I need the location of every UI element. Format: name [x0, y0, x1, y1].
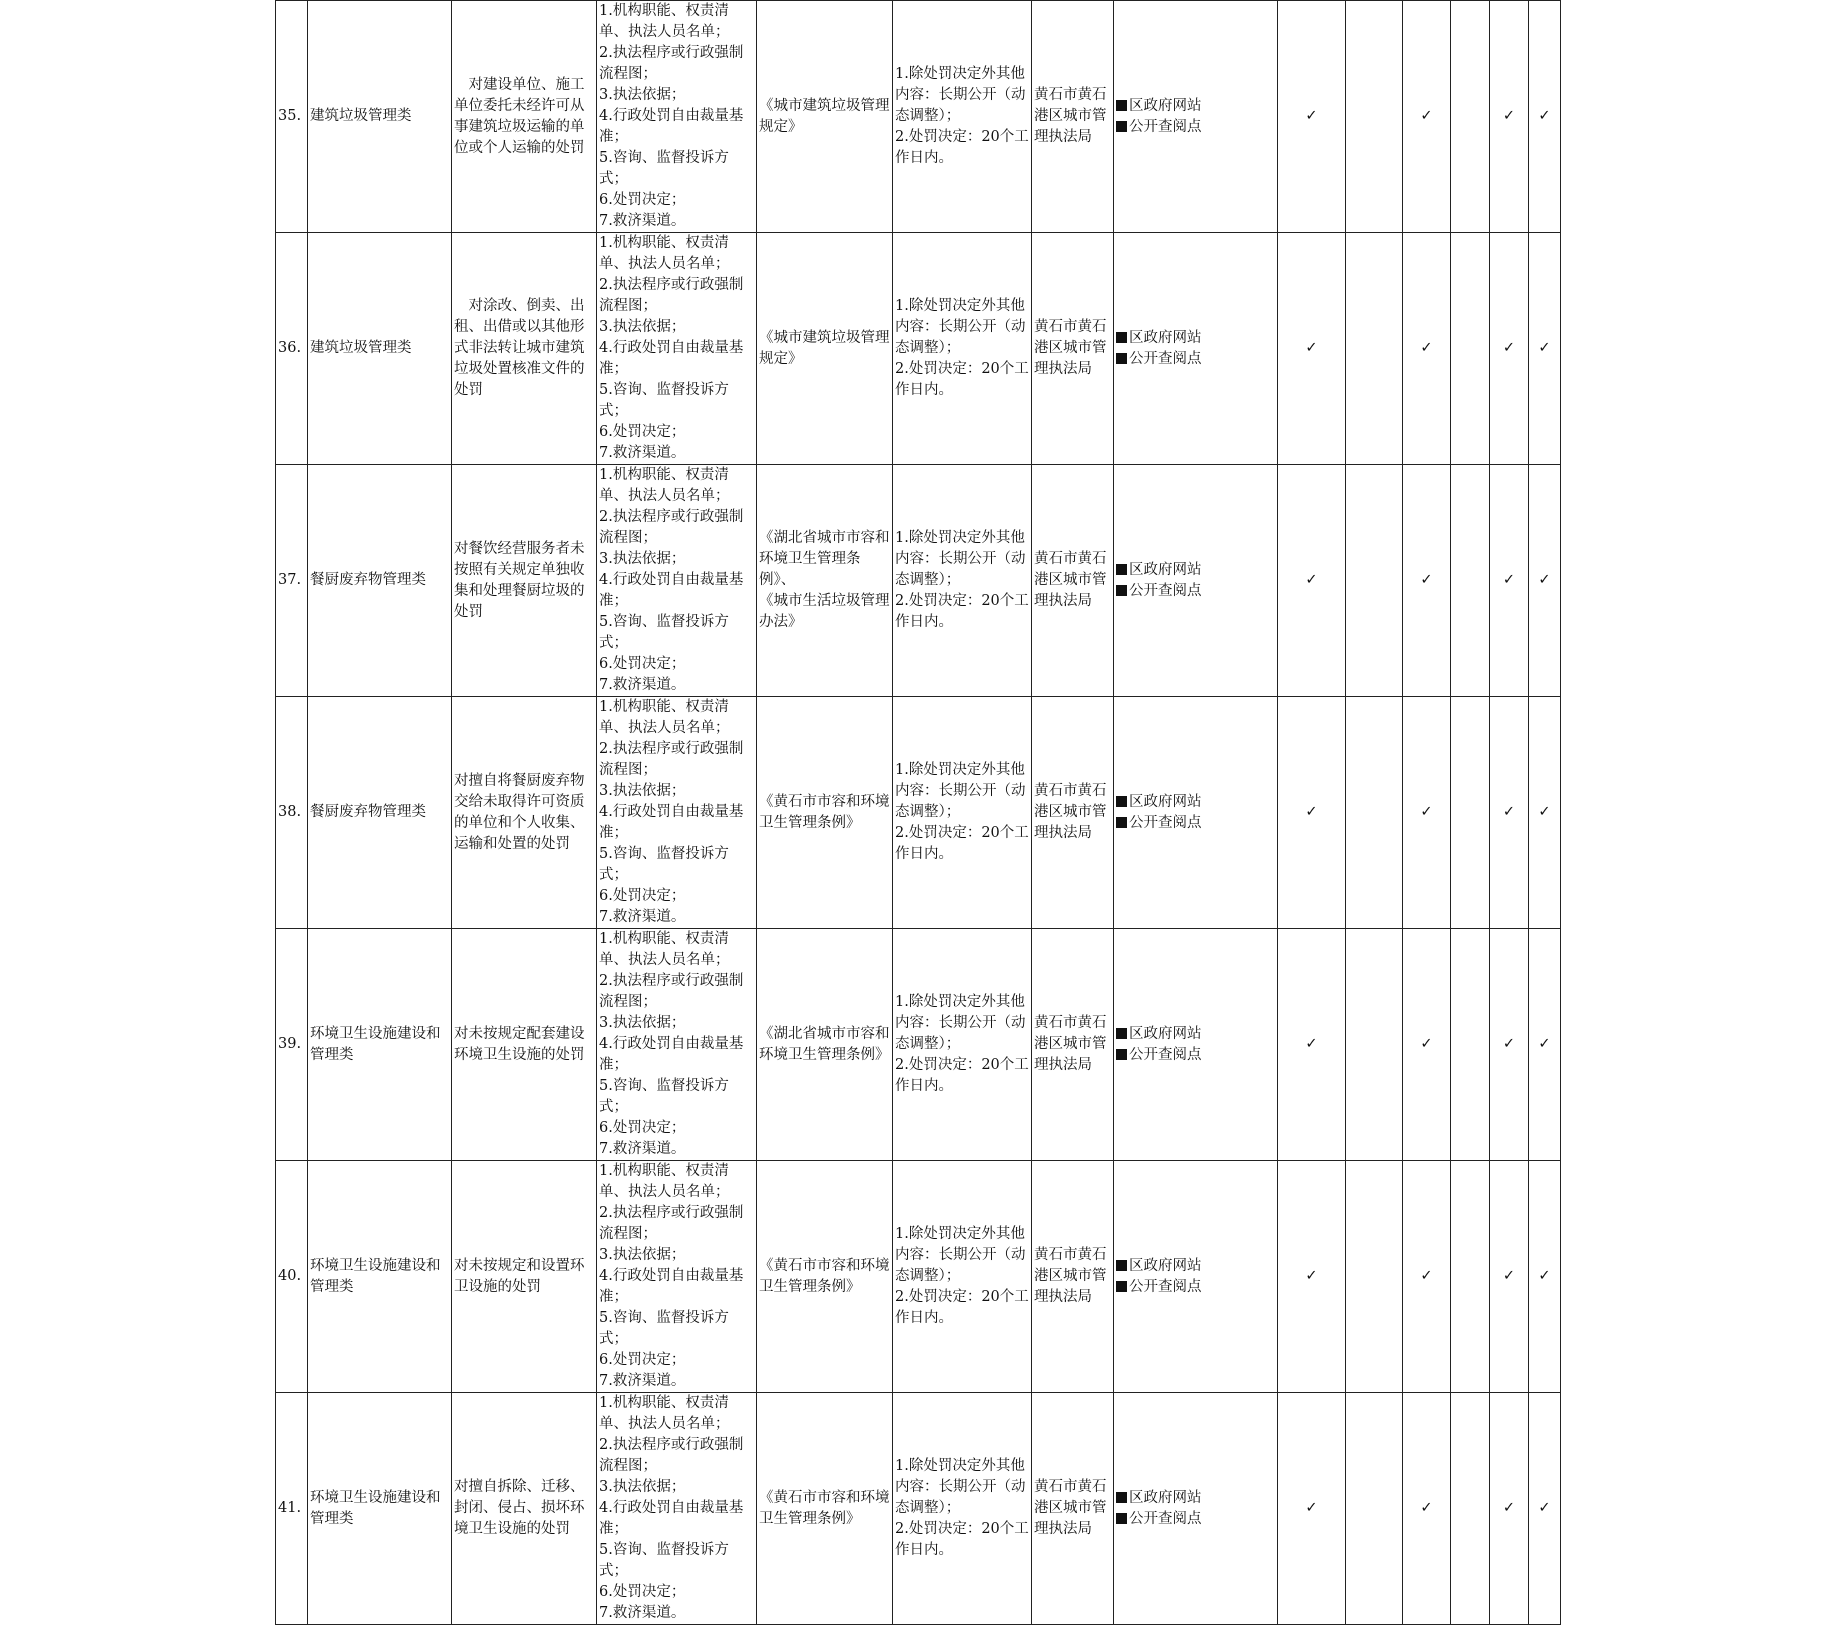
- channel-label: 区政府网站: [1129, 793, 1202, 810]
- channel-entry: [1116, 581, 1275, 602]
- item-text: 对擅自将餐厨废弃物交给未取得许可资质的单位和个人收集、运输和处置的处罚: [454, 772, 585, 852]
- period-text: 1.除处罚决定外其他内容：长期公开（动态调整）； 2.处罚决定：20个工作日内。: [895, 762, 1029, 862]
- category-text: 建筑垃圾管理类: [310, 340, 412, 356]
- check-cell: [1403, 1393, 1451, 1625]
- row-number-cell: [276, 1161, 308, 1393]
- check-cell: [1403, 697, 1451, 929]
- basis-cell: [757, 233, 893, 465]
- basis-cell: [757, 465, 893, 697]
- check-cell: [1278, 1393, 1346, 1625]
- checkmark-icon: ✓: [1305, 340, 1318, 356]
- category-cell: [308, 697, 452, 929]
- check-cell: [1451, 233, 1490, 465]
- row-number: 39.: [278, 1036, 302, 1052]
- checkmark-icon: ✓: [1420, 804, 1433, 820]
- content-cell: [597, 697, 757, 929]
- item-text: 对餐饮经营服务者未按照有关规定单独收集和处理餐厨垃圾的处罚: [454, 540, 585, 620]
- checkmark-icon: ✓: [1420, 572, 1433, 588]
- check-cell: [1490, 1393, 1529, 1625]
- filled-square-icon: [1116, 585, 1127, 596]
- table-row: [276, 929, 1561, 1161]
- row-number-cell: [276, 929, 308, 1161]
- check-cell: [1490, 1, 1529, 233]
- item-cell: [452, 1, 597, 233]
- checkmark-icon: ✓: [1502, 1036, 1516, 1052]
- subject-cell: [1032, 697, 1114, 929]
- checkmark-icon: ✓: [1305, 1268, 1318, 1284]
- channel-cell: [1114, 1393, 1278, 1625]
- check-cell: [1529, 1393, 1561, 1625]
- row-number-cell: [276, 1, 308, 233]
- filled-square-icon: [1116, 1028, 1127, 1039]
- channel-cell: [1114, 465, 1278, 697]
- category-text: 环境卫生设施建设和管理类: [310, 1489, 441, 1527]
- channel-entry: [1116, 813, 1275, 834]
- item-cell: [452, 233, 597, 465]
- check-cell: [1346, 1161, 1403, 1393]
- channel-label: 区政府网站: [1129, 329, 1202, 346]
- filled-square-icon: [1116, 353, 1127, 364]
- check-cell: [1278, 1161, 1346, 1393]
- period-cell: [893, 465, 1032, 697]
- subject-text: 黄石市黄石港区城市管理执法局: [1034, 1247, 1107, 1305]
- filled-square-icon: [1116, 817, 1127, 828]
- checkmark-icon: ✓: [1420, 1268, 1433, 1284]
- category-text: 餐厨废弃物管理类: [310, 572, 426, 588]
- period-text: 1.除处罚决定外其他内容：长期公开（动态调整）； 2.处罚决定：20个工作日内。: [895, 298, 1029, 398]
- check-cell: [1278, 697, 1346, 929]
- basis-cell: [757, 929, 893, 1161]
- item-cell: [452, 929, 597, 1161]
- checkmark-icon: ✓: [1420, 108, 1433, 124]
- subject-cell: [1032, 465, 1114, 697]
- row-number: 35.: [278, 108, 302, 124]
- check-cell: [1451, 1, 1490, 233]
- check-cell: [1529, 233, 1561, 465]
- period-cell: [893, 697, 1032, 929]
- check-cell: [1346, 233, 1403, 465]
- channel-label: 区政府网站: [1129, 97, 1202, 114]
- checkmark-icon: ✓: [1538, 804, 1551, 820]
- basis-text: 《黄石市市容和环境卫生管理条例》: [759, 793, 890, 831]
- period-cell: [893, 1393, 1032, 1625]
- channel-label: 区政府网站: [1129, 561, 1202, 578]
- filled-square-icon: [1116, 1049, 1127, 1060]
- row-number: 36.: [278, 340, 302, 356]
- channel-label: 公开查阅点: [1129, 582, 1202, 599]
- check-cell: [1346, 1, 1403, 233]
- filled-square-icon: [1116, 564, 1127, 575]
- check-cell: [1403, 233, 1451, 465]
- category-text: 建筑垃圾管理类: [310, 108, 412, 124]
- checkmark-icon: ✓: [1420, 340, 1433, 356]
- checkmark-icon: ✓: [1538, 1268, 1551, 1284]
- basis-text: 《湖北省城市市容和环境卫生管理条例》: [759, 1025, 890, 1063]
- item-cell: [452, 465, 597, 697]
- item-text: 对涂改、倒卖、出租、出借或以其他形式非法转让城市建筑垃圾处置核准文件的处罚: [454, 298, 585, 398]
- checkmark-icon: ✓: [1305, 804, 1318, 820]
- basis-text: 《黄石市市容和环境卫生管理条例》: [759, 1489, 890, 1527]
- checkmark-icon: ✓: [1305, 1036, 1318, 1052]
- item-text: 对建设单位、施工单位委托未经许可从事建筑垃圾运输的单位或个人运输的处罚: [454, 76, 585, 156]
- period-text: 1.除处罚决定外其他内容：长期公开（动态调整）； 2.处罚决定：20个工作日内。: [895, 530, 1029, 630]
- check-cell: [1451, 465, 1490, 697]
- check-cell: [1490, 1161, 1529, 1393]
- channel-label: 公开查阅点: [1129, 1278, 1202, 1295]
- checkmark-icon: ✓: [1502, 1500, 1516, 1516]
- category-cell: [308, 465, 452, 697]
- checkmark-icon: ✓: [1502, 108, 1516, 124]
- basis-text: 《城市建筑垃圾管理规定》: [759, 97, 890, 135]
- check-cell: [1451, 1393, 1490, 1625]
- check-cell: [1346, 929, 1403, 1161]
- row-number-cell: [276, 465, 308, 697]
- category-cell: [308, 929, 452, 1161]
- channel-label: 区政府网站: [1129, 1257, 1202, 1274]
- filled-square-icon: [1116, 100, 1127, 111]
- checkmark-icon: ✓: [1305, 572, 1318, 588]
- channel-entry: [1116, 560, 1275, 581]
- period-cell: [893, 1161, 1032, 1393]
- subject-text: 黄石市黄石港区城市管理执法局: [1034, 783, 1107, 841]
- channel-entry: [1116, 792, 1275, 813]
- basis-cell: [757, 1, 893, 233]
- check-cell: [1529, 929, 1561, 1161]
- row-number: 41.: [278, 1500, 302, 1516]
- checkmark-icon: ✓: [1538, 1036, 1551, 1052]
- channel-label: 公开查阅点: [1129, 1510, 1202, 1527]
- check-cell: [1278, 929, 1346, 1161]
- content-cell: [597, 1161, 757, 1393]
- channel-label: 公开查阅点: [1129, 118, 1202, 135]
- subject-text: 黄石市黄石港区城市管理执法局: [1034, 1015, 1107, 1073]
- content-text: 1.机构职能、权责清单、执法人员名单； 2.执法程序或行政强制流程图； 3.执法依据； 4.行政处罚自由裁量基准； 5.咨询、监督投诉方式； 6.处罚决定； 7.救济渠道。: [599, 467, 744, 693]
- channel-entry: [1116, 1024, 1275, 1045]
- item-cell: [452, 1393, 597, 1625]
- checkmark-icon: ✓: [1502, 572, 1516, 588]
- subject-cell: [1032, 233, 1114, 465]
- period-cell: [893, 929, 1032, 1161]
- check-cell: [1529, 1161, 1561, 1393]
- channel-entry: [1116, 1488, 1275, 1509]
- row-number: 37.: [278, 572, 302, 588]
- check-cell: [1490, 929, 1529, 1161]
- channel-entry: [1116, 349, 1275, 370]
- channel-cell: [1114, 929, 1278, 1161]
- channel-entry: [1116, 117, 1275, 138]
- checkmark-icon: ✓: [1538, 108, 1551, 124]
- check-cell: [1451, 697, 1490, 929]
- period-text: 1.除处罚决定外其他内容：长期公开（动态调整）； 2.处罚决定：20个工作日内。: [895, 1226, 1029, 1326]
- filled-square-icon: [1116, 121, 1127, 132]
- subject-cell: [1032, 929, 1114, 1161]
- channel-label: 公开查阅点: [1129, 814, 1202, 831]
- channel-entry: [1116, 328, 1275, 349]
- content-cell: [597, 1393, 757, 1625]
- checkmark-icon: ✓: [1502, 1268, 1516, 1284]
- filled-square-icon: [1116, 1281, 1127, 1292]
- channel-label: 区政府网站: [1129, 1025, 1202, 1042]
- content-text: 1.机构职能、权责清单、执法人员名单； 2.执法程序或行政强制流程图； 3.执法依据； 4.行政处罚自由裁量基准； 5.咨询、监督投诉方式； 6.处罚决定； 7.救济渠道。: [599, 1163, 744, 1389]
- row-number-cell: [276, 697, 308, 929]
- category-cell: [308, 1, 452, 233]
- content-text: 1.机构职能、权责清单、执法人员名单； 2.执法程序或行政强制流程图； 3.执法依据； 4.行政处罚自由裁量基准； 5.咨询、监督投诉方式； 6.处罚决定； 7.救济渠道。: [599, 235, 744, 461]
- category-cell: [308, 233, 452, 465]
- checkmark-icon: ✓: [1420, 1500, 1433, 1516]
- filled-square-icon: [1116, 1260, 1127, 1271]
- table-row: [276, 1161, 1561, 1393]
- row-number: 40.: [278, 1268, 302, 1284]
- check-cell: [1278, 465, 1346, 697]
- period-text: 1.除处罚决定外其他内容：长期公开（动态调整）； 2.处罚决定：20个工作日内。: [895, 994, 1029, 1094]
- check-cell: [1403, 929, 1451, 1161]
- checkmark-icon: ✓: [1538, 1500, 1551, 1516]
- subject-cell: [1032, 1, 1114, 233]
- subject-text: 黄石市黄石港区城市管理执法局: [1034, 1479, 1107, 1537]
- basis-text: 《城市建筑垃圾管理规定》: [759, 329, 890, 367]
- row-number-cell: [276, 1393, 308, 1625]
- table-row: [276, 1393, 1561, 1625]
- item-cell: [452, 697, 597, 929]
- channel-cell: [1114, 233, 1278, 465]
- category-cell: [308, 1161, 452, 1393]
- subject-text: 黄石市黄石港区城市管理执法局: [1034, 87, 1107, 145]
- content-cell: [597, 465, 757, 697]
- filled-square-icon: [1116, 1492, 1127, 1503]
- row-number-cell: [276, 233, 308, 465]
- check-cell: [1451, 929, 1490, 1161]
- channel-cell: [1114, 697, 1278, 929]
- basis-text: 《湖北省城市市容和环境卫生管理条例》、 《城市生活垃圾管理办法》: [759, 530, 890, 630]
- checkmark-icon: ✓: [1538, 340, 1551, 356]
- channel-entry: [1116, 1509, 1275, 1530]
- basis-text: 《黄石市市容和环境卫生管理条例》: [759, 1257, 890, 1295]
- check-cell: [1529, 697, 1561, 929]
- channel-entry: [1116, 1045, 1275, 1066]
- checkmark-icon: ✓: [1305, 108, 1318, 124]
- period-text: 1.除处罚决定外其他内容：长期公开（动态调整）； 2.处罚决定：20个工作日内。: [895, 1458, 1029, 1558]
- table-row: [276, 233, 1561, 465]
- period-cell: [893, 1, 1032, 233]
- content-cell: [597, 233, 757, 465]
- check-cell: [1529, 465, 1561, 697]
- channel-label: 公开查阅点: [1129, 1046, 1202, 1063]
- period-cell: [893, 233, 1032, 465]
- check-cell: [1403, 1, 1451, 233]
- channel-entry: [1116, 1277, 1275, 1298]
- check-cell: [1451, 1161, 1490, 1393]
- filled-square-icon: [1116, 332, 1127, 343]
- item-text: 对擅自拆除、迁移、封闭、侵占、损坏环境卫生设施的处罚: [454, 1479, 585, 1537]
- checkmark-icon: ✓: [1305, 1500, 1318, 1516]
- check-cell: [1346, 697, 1403, 929]
- filled-square-icon: [1116, 796, 1127, 807]
- content-text: 1.机构职能、权责清单、执法人员名单； 2.执法程序或行政强制流程图； 3.执法依据； 4.行政处罚自由裁量基准； 5.咨询、监督投诉方式； 6.处罚决定； 7.救济渠道。: [599, 931, 744, 1157]
- checkmark-icon: ✓: [1420, 1036, 1433, 1052]
- subject-cell: [1032, 1393, 1114, 1625]
- category-text: 环境卫生设施建设和管理类: [310, 1257, 441, 1295]
- row-number: 38.: [278, 804, 302, 820]
- disclosure-table: [275, 0, 1561, 1625]
- channel-entry: [1116, 1256, 1275, 1277]
- category-text: 环境卫生设施建设和管理类: [310, 1025, 441, 1063]
- check-cell: [1529, 1, 1561, 233]
- basis-cell: [757, 1161, 893, 1393]
- basis-cell: [757, 1393, 893, 1625]
- channel-label: 公开查阅点: [1129, 350, 1202, 367]
- content-text: 1.机构职能、权责清单、执法人员名单； 2.执法程序或行政强制流程图； 3.执法依据； 4.行政处罚自由裁量基准； 5.咨询、监督投诉方式； 6.处罚决定； 7.救济渠道。: [599, 1395, 744, 1621]
- channel-entry: [1116, 96, 1275, 117]
- item-cell: [452, 1161, 597, 1393]
- check-cell: [1278, 233, 1346, 465]
- channel-label: 区政府网站: [1129, 1489, 1202, 1506]
- subject-text: 黄石市黄石港区城市管理执法局: [1034, 319, 1107, 377]
- channel-cell: [1114, 1, 1278, 233]
- table-row: [276, 697, 1561, 929]
- check-cell: [1490, 697, 1529, 929]
- content-cell: [597, 929, 757, 1161]
- table-row: [276, 465, 1561, 697]
- table-row: [276, 1, 1561, 233]
- content-text: 1.机构职能、权责清单、执法人员名单； 2.执法程序或行政强制流程图； 3.执法依据； 4.行政处罚自由裁量基准； 5.咨询、监督投诉方式； 6.处罚决定； 7.救济渠道。: [599, 699, 744, 925]
- check-cell: [1346, 465, 1403, 697]
- basis-cell: [757, 697, 893, 929]
- check-cell: [1403, 1161, 1451, 1393]
- filled-square-icon: [1116, 1513, 1127, 1524]
- check-cell: [1278, 1, 1346, 233]
- content-cell: [597, 1, 757, 233]
- check-cell: [1403, 465, 1451, 697]
- category-cell: [308, 1393, 452, 1625]
- item-text: 对未按规定和设置环卫设施的处罚: [454, 1257, 585, 1295]
- check-cell: [1490, 233, 1529, 465]
- check-cell: [1346, 1393, 1403, 1625]
- channel-cell: [1114, 1161, 1278, 1393]
- item-text: 对未按规定配套建设环境卫生设施的处罚: [454, 1025, 585, 1063]
- checkmark-icon: ✓: [1502, 804, 1516, 820]
- checkmark-icon: ✓: [1502, 340, 1516, 356]
- table-body: [276, 1, 1561, 1625]
- period-text: 1.除处罚决定外其他内容：长期公开（动态调整）； 2.处罚决定：20个工作日内。: [895, 66, 1029, 166]
- subject-text: 黄石市黄石港区城市管理执法局: [1034, 551, 1107, 609]
- category-text: 餐厨废弃物管理类: [310, 804, 426, 820]
- checkmark-icon: ✓: [1538, 572, 1551, 588]
- content-text: 1.机构职能、权责清单、执法人员名单； 2.执法程序或行政强制流程图； 3.执法依据； 4.行政处罚自由裁量基准； 5.咨询、监督投诉方式； 6.处罚决定； 7.救济渠道。: [599, 3, 744, 229]
- check-cell: [1490, 465, 1529, 697]
- subject-cell: [1032, 1161, 1114, 1393]
